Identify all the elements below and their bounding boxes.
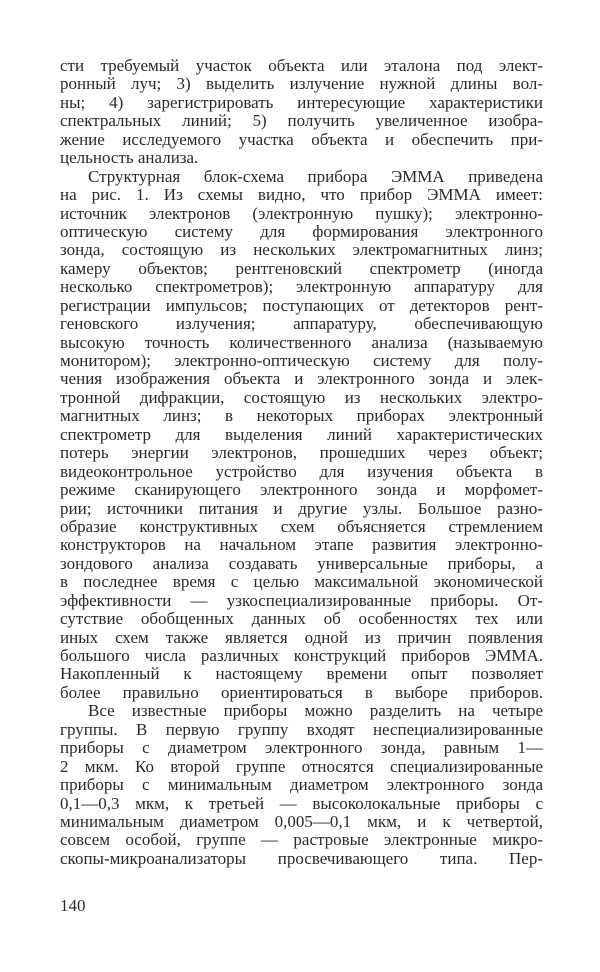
text-line: приборы с минимальным диаметром электронного зонда <box>60 775 543 795</box>
text-line: оптическую систему для формирования электронного <box>60 221 543 241</box>
paragraph <box>60 168 543 703</box>
text-line: скопы-микроанализаторы просвечивающего типа. Пер- <box>60 848 543 868</box>
text-line: зонда, состоящую из нескольких электромагнитных линз; <box>60 240 543 260</box>
text-line: регистрации импульсов; поступающих от детекторов рент- <box>60 295 543 315</box>
paragraph <box>60 57 543 168</box>
paragraph <box>60 702 543 868</box>
text-line: ронный луч; 3) выделить излучение нужной длины вол- <box>60 74 543 94</box>
text-line: видеоконтрольное устройство для изучения объекта в <box>60 461 543 481</box>
text-line: 0,1—0,3 мкм, к третьей — высоколокальные приборы с <box>60 793 543 813</box>
text-line: потерь энергии электронов, прошедших через объект; <box>60 443 543 463</box>
text-line: эффективности — узкоспециализированные приборы. От- <box>60 590 543 610</box>
text-line: сти требуемый участок объекта или эталона под элект- <box>60 56 543 75</box>
text-line: ны; 4) зарегистрировать интересующие характеристики <box>60 92 543 112</box>
text-line: монитором); электронно-оптическую систему для полу- <box>60 351 543 370</box>
text-line: режиме сканирующего электронного зонда и морфомет- <box>60 480 543 500</box>
text-line: совсем особой, группе — растровые электронные микро- <box>60 830 543 850</box>
text-line: большого числа различных конструкций приборов ЭММА. <box>60 646 543 665</box>
page-body <box>60 57 543 868</box>
text-line: рии; источники питания и другие узлы. Большое разно- <box>60 498 543 518</box>
text-line: магнитных линз; в некоторых приборах электронный <box>60 406 543 426</box>
text-line: образие конструктивных схем объясняется стремлением <box>60 516 543 536</box>
text-line: 2 мкм. Ко второй группе относятся специализированные <box>60 756 543 776</box>
text-line: цельность анализа. <box>60 148 199 168</box>
text-line: источник электронов (электронную пушку); электронно- <box>60 203 543 223</box>
page-number: 140 <box>60 896 86 915</box>
text-line: Структурная блок-схема прибора ЭММА приведена <box>88 166 543 186</box>
text-line: высокую точность количественного анализа (называемую <box>60 332 543 352</box>
text-line: тронной дифракции, состоящую из нескольких электро- <box>60 387 543 407</box>
text-line: Все известные приборы можно разделить на четыре <box>88 701 543 721</box>
text-line: в последнее время с целью максимальной экономической <box>60 572 543 592</box>
text-line: несколько спектрометров); электронную аппаратуру для <box>60 277 543 297</box>
text-line: иных схем также является одной из причин появления <box>60 627 543 647</box>
text-line: на рис. 1. Из схемы видно, что прибор ЭММА имеет: <box>60 185 543 205</box>
text-line: приборы с диаметром электронного зонда, равным 1— <box>60 738 543 758</box>
text-line: спектральных линий; 5) получить увеличенное изобра- <box>60 111 543 131</box>
text-line: Накопленный к настоящему времени опыт позволяет <box>60 664 543 684</box>
text-line: геновского излучения; аппаратуру, обеспечивающую <box>60 314 543 334</box>
text-line: конструкторов на начальном этапе развития электронно- <box>60 535 543 555</box>
text-line: минимальным диаметром 0,005—0,1 мкм, и к четвертой, <box>60 811 543 831</box>
text-line: камеру объектов; рентгеновский спектрометр (иногда <box>60 258 543 278</box>
text-line: спектрометр для выделения линий характеристических <box>60 424 543 444</box>
text-line: жение исследуемого участка объекта и обеспечить при- <box>60 129 543 149</box>
text-line: сутствие обобщенных данных об особенностях тех или <box>60 609 543 629</box>
text-line: чения изображения объекта и электронного зонда и элек- <box>60 369 543 389</box>
text-line: зондового анализа создавать универсальные приборы, а <box>60 553 543 573</box>
text-line: более правильно ориентироваться в выборе приборов. <box>60 682 543 702</box>
text-line: группы. В первую группу входят неспециализированные <box>60 719 543 739</box>
